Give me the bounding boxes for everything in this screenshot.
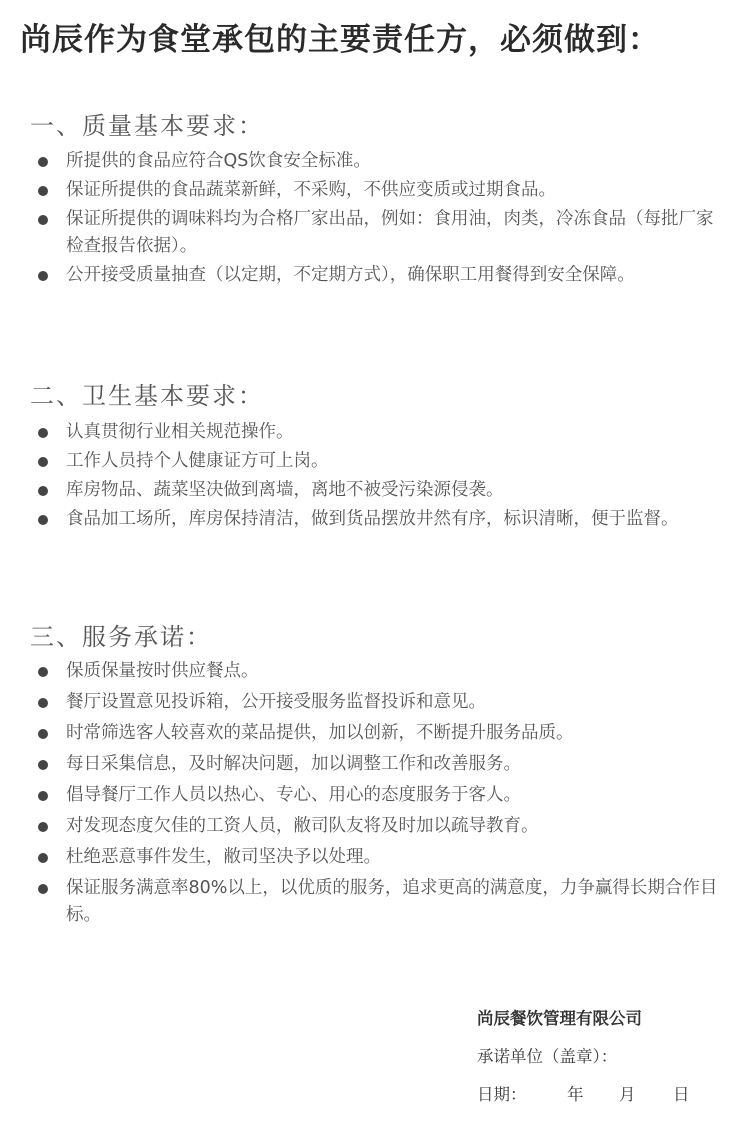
bullet-icon — [38, 428, 48, 438]
list-item: 工作人员持个人健康证方可上岗。 — [36, 448, 726, 475]
list-item: 杜绝恶意事件发生，敝司坚决予以处理。 — [36, 844, 726, 871]
bullet-icon — [38, 667, 48, 677]
list-item: 倡导餐厅工作人员以热心、专心、用心的态度服务于客人。 — [36, 782, 726, 809]
list-item: 库房物品、蔬菜坚决做到离墙，离地不被受污染源侵袭。 — [36, 477, 726, 504]
section-heading-quality: 一、质量基本要求： — [30, 112, 264, 140]
commitment-unit-label: 承诺单位（盖章）： — [477, 1047, 618, 1066]
service-commitments-list — [36, 658, 726, 929]
list-item: 餐厅设置意见投诉箱，公开接受服务监督投诉和意见。 — [36, 689, 726, 716]
date-line — [477, 1076, 690, 1114]
list-item: 认真贯彻行业相关规范操作。 — [36, 419, 726, 446]
quality-requirements-list — [36, 148, 726, 289]
list-item: 时常筛选客人较喜欢的菜品提供，加以创新，不断提升服务品质。 — [36, 720, 726, 747]
signature-block — [477, 1000, 690, 1114]
bullet-icon — [38, 791, 48, 801]
section-heading-hygiene: 二、卫生基本要求： — [30, 382, 264, 410]
bullet-icon — [38, 157, 48, 167]
list-item: 食品加工场所，库房保持清洁，做到货品摆放井然有序，标识清晰，便于监督。 — [36, 506, 726, 533]
list-item: 每日采集信息，及时解决问题，加以调整工作和改善服务。 — [36, 751, 726, 778]
list-item: 所提供的食品应符合QS饮食安全标准。 — [36, 148, 726, 175]
bullet-icon — [38, 853, 48, 863]
list-item: 对发现态度欠佳的工资人员，敝司队友将及时加以疏导教育。 — [36, 813, 726, 840]
list-item: 保质保量按时供应餐点。 — [36, 658, 726, 685]
section-heading-service: 三、服务承诺： — [30, 623, 212, 651]
list-item: 保证服务满意率80%以上，以优质的服务，追求更高的满意度，力争赢得长期合作目标。 — [36, 875, 726, 929]
date-year: 年 — [567, 1085, 584, 1104]
bullet-icon — [38, 515, 48, 525]
bullet-icon — [38, 760, 48, 770]
bullet-icon — [38, 822, 48, 832]
bullet-icon — [38, 457, 48, 467]
date-day: 日 — [673, 1085, 690, 1104]
bullet-icon — [38, 186, 48, 196]
company-name: 尚辰餐饮管理有限公司 — [477, 1009, 642, 1028]
bullet-icon — [38, 698, 48, 708]
list-item: 公开接受质量抽查（以定期，不定期方式），确保职工用餐得到安全保障。 — [36, 262, 726, 289]
list-item: 保证所提供的调味料均为合格厂家出品，例如：食用油，肉类，冷冻食品（每批厂家检查报告依据）。 — [36, 206, 726, 260]
date-month: 月 — [619, 1085, 636, 1104]
bullet-icon — [38, 271, 48, 281]
bullet-icon — [38, 215, 48, 225]
bullet-icon — [38, 486, 48, 496]
document-title: 尚辰作为食堂承包的主要责任方，必须做到： — [20, 22, 660, 58]
list-item: 保证所提供的食品蔬菜新鲜，不采购，不供应变质或过期食品。 — [36, 177, 726, 204]
hygiene-requirements-list — [36, 419, 726, 533]
bullet-icon — [38, 884, 48, 894]
date-label: 日期： — [477, 1085, 527, 1104]
bullet-icon — [38, 729, 48, 739]
